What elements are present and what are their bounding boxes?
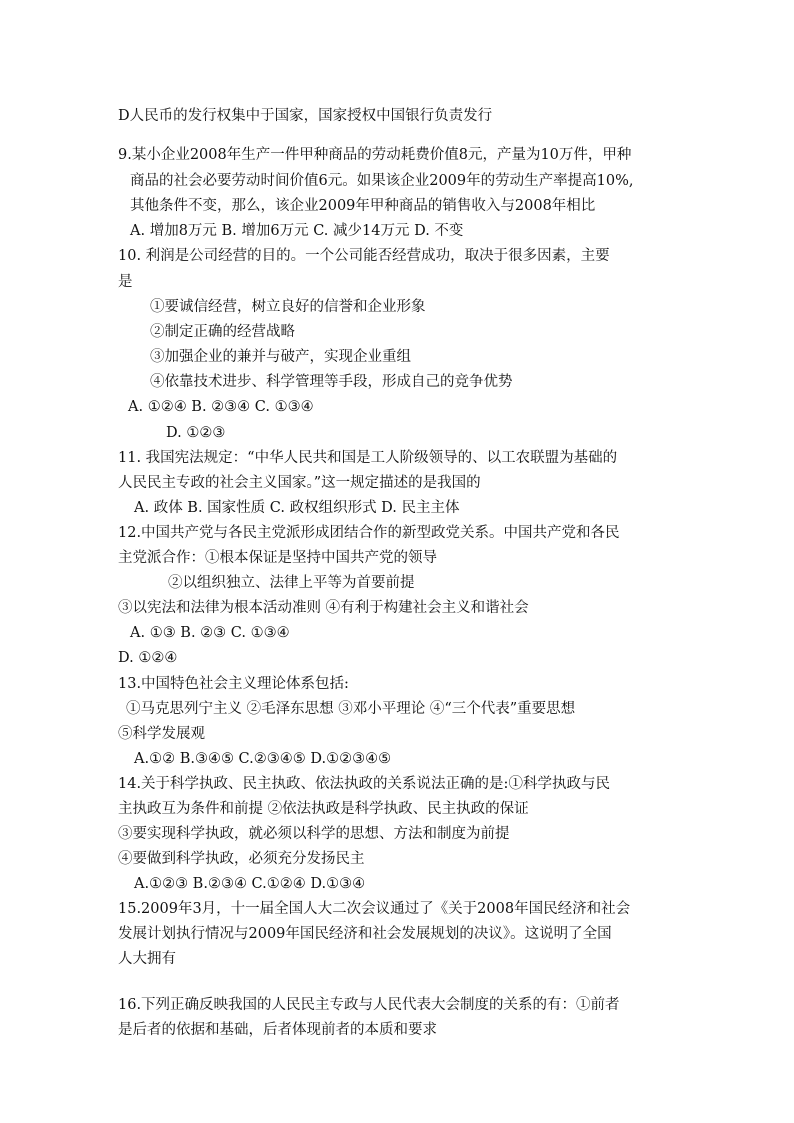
text-line: A.①②③ B.②③④ C.①②④ D.①③④ [134,876,366,892]
text-line: ③加强企业的兼并与破产，实现企业重组 [150,349,411,365]
text-line: 10. 利润是公司经营的目的。一个公司能否经营成功，取决于很多因素，主要 [118,248,610,264]
text-line: 其他条件不变，那么，该企业2009年甲种商品的销售收入与2008年相比 [130,198,596,214]
text-line: 主执政互为条件和前提 ②依法执政是科学执政、民主执政的保证 [118,801,529,817]
text-line: A. 政体 B. 国家性质 C. 政权组织形式 D. 民主主体 [134,500,460,516]
text-line: D. ①②③ [166,425,226,441]
text-line: 商品的社会必要劳动时间价值6元。如果该企业2009年的劳动生产率提高10%, [130,173,634,189]
text-line: ①要诚信经营，树立良好的信誉和企业形象 [150,299,426,315]
text-line: D人民币的发行权集中于国家，国家授权中国银行负责发行 [118,108,493,124]
text-line: 16.下列正确反映我国的人民民主专政与人民代表大会制度的关系的有：①前者 [118,997,620,1013]
text-line: 13.中国特色社会主义理论体系包括: [118,676,349,692]
text-line: 是 [118,274,133,290]
text-line: 人民民主专政的社会主义国家。”这一规定描述的是我国的 [118,475,481,491]
text-line: 是后者的依据和基础，后者体现前者的本质和要求 [118,1022,437,1038]
text-line: A. 增加8万元 B. 增加6万元 C. 减少14万元 D. 不变 [130,223,464,239]
text-line: 发展计划执行情况与2009年国民经济和社会发展规划的决议》。这说明了全国 [118,926,612,942]
text-line: A.①② B.③④⑤ C.②③④⑤ D.①②③④⑤ [134,751,392,767]
text-line: 12.中国共产党与各民主党派形成团结合作的新型政党关系。中国共产党和各民 [118,525,620,541]
text-line: 14.关于科学执政、民主执政、依法执政的关系说法正确的是:①科学执政与民 [118,776,610,792]
text-line: ②以组织独立、法律上平等为首要前提 [168,575,415,591]
text-line: 11. 我国宪法规定：“中华人民共和国是工人阶级领导的、以工农联盟为基础的 [118,450,618,466]
text-line: ④要做到科学执政，必须充分发扬民主 [118,851,365,867]
text-line: 人大拥有 [118,951,176,967]
text-line: ②制定正确的经营战略 [150,324,295,340]
text-line: D. ①②④ [118,650,178,666]
text-line: ③以宪法和法律为根本活动准则 ④有利于构建社会主义和谐社会 [118,600,529,616]
text-line: 9.某小企业2008年生产一件甲种商品的劳动耗费价值8元，产量为10万件，甲种 [118,147,632,163]
text-line: ⑤科学发展观 [118,726,205,742]
text-line: A. ①②④ B. ②③④ C. ①③④ [128,399,314,415]
text-line: ③要实现科学执政，就必须以科学的思想、方法和制度为前提 [118,826,510,842]
text-line: 15.2009年3月，十一届全国人大二次会议通过了《关于2008年国民经济和社会 [118,901,631,917]
text-line: A. ①③ B. ②③ C. ①③④ [130,625,290,641]
text-line: ①马克思列宁主义 ②毛泽东思想 ③邓小平理论 ④“三个代表”重要思想 [126,701,576,717]
text-line: ④依靠技术进步、科学管理等手段，形成自己的竞争优势 [150,374,513,390]
text-line: 主党派合作：①根本保证是坚持中国共产党的领导 [118,550,437,566]
